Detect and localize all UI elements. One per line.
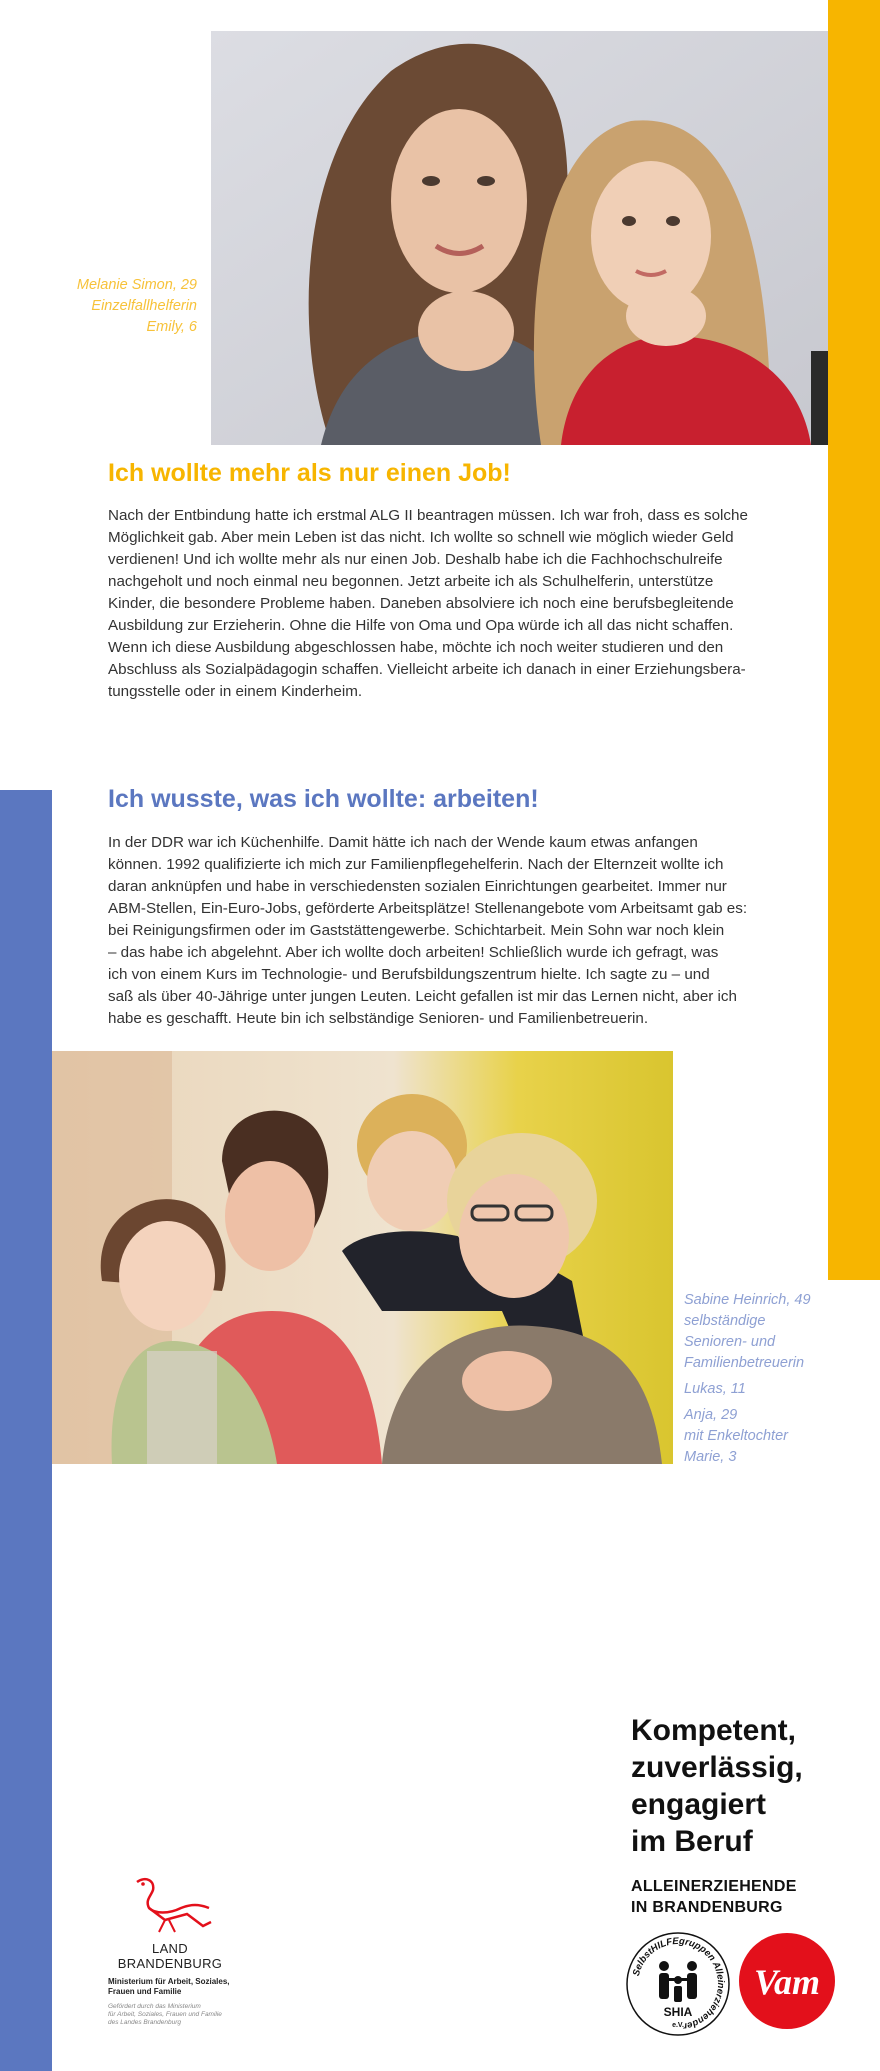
vam-logo-icon	[738, 1932, 836, 2030]
photo-mother-daughter	[211, 31, 828, 445]
caption-line: mit Enkeltochter	[684, 1428, 788, 1444]
caption-line: Familienbetreuerin	[684, 1355, 805, 1371]
caption-line: Anja, 29	[684, 1407, 738, 1423]
text-line: In der DDR war ich Küchenhilfe. Damit hätte ich nach der Wende kaum etwas anfangen	[108, 834, 698, 851]
caption-name-emily: Emily, 6	[146, 319, 197, 335]
slogan-line: im Beruf	[631, 1825, 753, 1858]
text-line: Kinder, die besondere Probleme haben. Daneben absolviere ich noch eine berufsbegleitende	[108, 595, 734, 612]
text-line: verdienen! Und ich wollte mehr als nur einen Job. Deshalb habe ich die Fachhochschulreife	[108, 551, 723, 568]
slogan-line: zuverlässig,	[631, 1751, 803, 1784]
section1-paragraph	[108, 505, 774, 703]
caption-line: Senioren- und	[684, 1334, 776, 1350]
shia-suffix: e.V.	[672, 2022, 684, 2029]
caption-line: Sabine Heinrich, 49	[684, 1292, 811, 1308]
shia-abbr: SHIA	[663, 2005, 693, 2019]
text-line: Möglichkeit gab. Aber mein Leben ist das nicht. Ich wollte so schnell wie möglich wieder Geld	[108, 529, 734, 546]
eagle-icon	[125, 1874, 215, 1936]
text-line: tungsstelle oder in einem Kinderheim.	[108, 683, 363, 700]
caption-sabine	[684, 1290, 834, 1374]
funded-line: für Arbeit, Soziales, Frauen und Familie	[108, 2011, 222, 2018]
land-name-line: BRANDENBURG	[117, 1956, 223, 1971]
accent-bar-blue	[0, 790, 52, 2071]
shia-ring-text: SelbstHILFEgruppen Alleinerziehender	[630, 1935, 727, 2032]
family-icon	[659, 1961, 697, 2002]
ministry-line: Frauen und Familie	[108, 1987, 182, 1996]
section2-paragraph	[108, 832, 774, 1030]
ministry-line: Ministerium für Arbeit, Soziales,	[108, 1977, 230, 1986]
text-line: – das habe ich abgelehnt. Aber ich wollte doch arbeiten! Schließlich wurde ich gefragt, was	[108, 944, 719, 961]
photo-caption-2	[684, 1290, 834, 1473]
vam-logo-text: Vam	[753, 1962, 821, 2002]
subtitle-line: ALLEINERZIEHENDE	[631, 1878, 797, 1895]
text-line: nachgeholt und noch einmal neu begonnen. Jetzt arbeite ich als Schulhelferin, unterstütze	[108, 573, 714, 590]
land-name-line: LAND	[152, 1941, 188, 1956]
caption-line: Lukas, 11	[684, 1381, 746, 1397]
text-line: ABM-Stellen, Ein-Euro-Jobs, geförderte Arbeitsplätze! Stellenangebote vom Arbeitsamt gab es:	[108, 900, 748, 917]
funded-line: Gefördert durch das Ministerium	[108, 2003, 201, 2010]
caption-line: Marie, 3	[684, 1449, 737, 1465]
caption-line: selbständige	[684, 1313, 766, 1329]
funded-note	[100, 2003, 240, 2027]
caption-lukas	[684, 1379, 834, 1400]
slogan-line: Kompetent,	[631, 1714, 796, 1747]
text-line: saß als über 40-Jährige unter jungen Leuten. Leicht gefallen ist mir das Lernen nicht, aber ich	[108, 988, 737, 1005]
funded-line: des Landes Brandenburg	[108, 2019, 182, 2026]
text-line: ich von einem Kurs im Technologie- und Berufsbildungszentrum hielte. Ich sagte zu – und	[108, 966, 710, 983]
text-line: Wenn ich diese Ausbildung abgeschlossen habe, möchte ich noch weiter studieren und den	[108, 639, 724, 656]
slogan	[631, 1712, 803, 1860]
ministry-name	[100, 1977, 240, 1997]
text-line: können. 1992 qualifizierte ich mich zur Familienpflegehelferin. Nach der Elternzeit wollte ich	[108, 856, 724, 873]
section1-heading: Ich wollte mehr als nur einen Job!	[108, 459, 511, 487]
shia-logo	[624, 1930, 732, 2038]
slogan-line: engagiert	[631, 1788, 767, 1821]
land-brandenburg-logo	[100, 1874, 240, 2027]
caption-job-melanie: Einzelfallhelferin	[91, 298, 197, 314]
section2-heading: Ich wusste, was ich wollte: arbeiten!	[108, 785, 539, 813]
accent-bar-yellow	[828, 0, 880, 1280]
photo-family	[52, 1051, 673, 1464]
text-line: Ausbildung zur Erzieherin. Ohne die Hilfe von Oma und Opa würde ich all das nicht schaffen.	[108, 617, 734, 634]
caption-anja	[684, 1405, 834, 1468]
text-line: daran anknüpfen und habe in verschiedensten sozialen Einrichtungen gearbeitet. Immer nur	[108, 878, 727, 895]
text-line: habe es geschafft. Heute bin ich selbständige Senioren- und Familienbetreuerin.	[108, 1010, 649, 1027]
subtitle	[631, 1876, 797, 1918]
subtitle-line: IN BRANDENBURG	[631, 1899, 783, 1916]
caption-name-melanie: Melanie Simon, 29	[76, 277, 197, 293]
text-line: Abschluss als Sozialpädagogin schaffen. Vielleicht arbeite ich danach in einer Erziehungsbera-	[108, 661, 746, 678]
land-name	[100, 1941, 240, 1971]
text-line: Nach der Entbindung hatte ich erstmal ALG II beantragen müssen. Ich war froh, dass es solche	[108, 507, 748, 524]
text-line: bei Reinigungsfirmen oder im Gaststättengewerbe. Schichtarbeit. Mein Sohn war noch klein	[108, 922, 725, 939]
photo-caption-1	[0, 275, 197, 338]
